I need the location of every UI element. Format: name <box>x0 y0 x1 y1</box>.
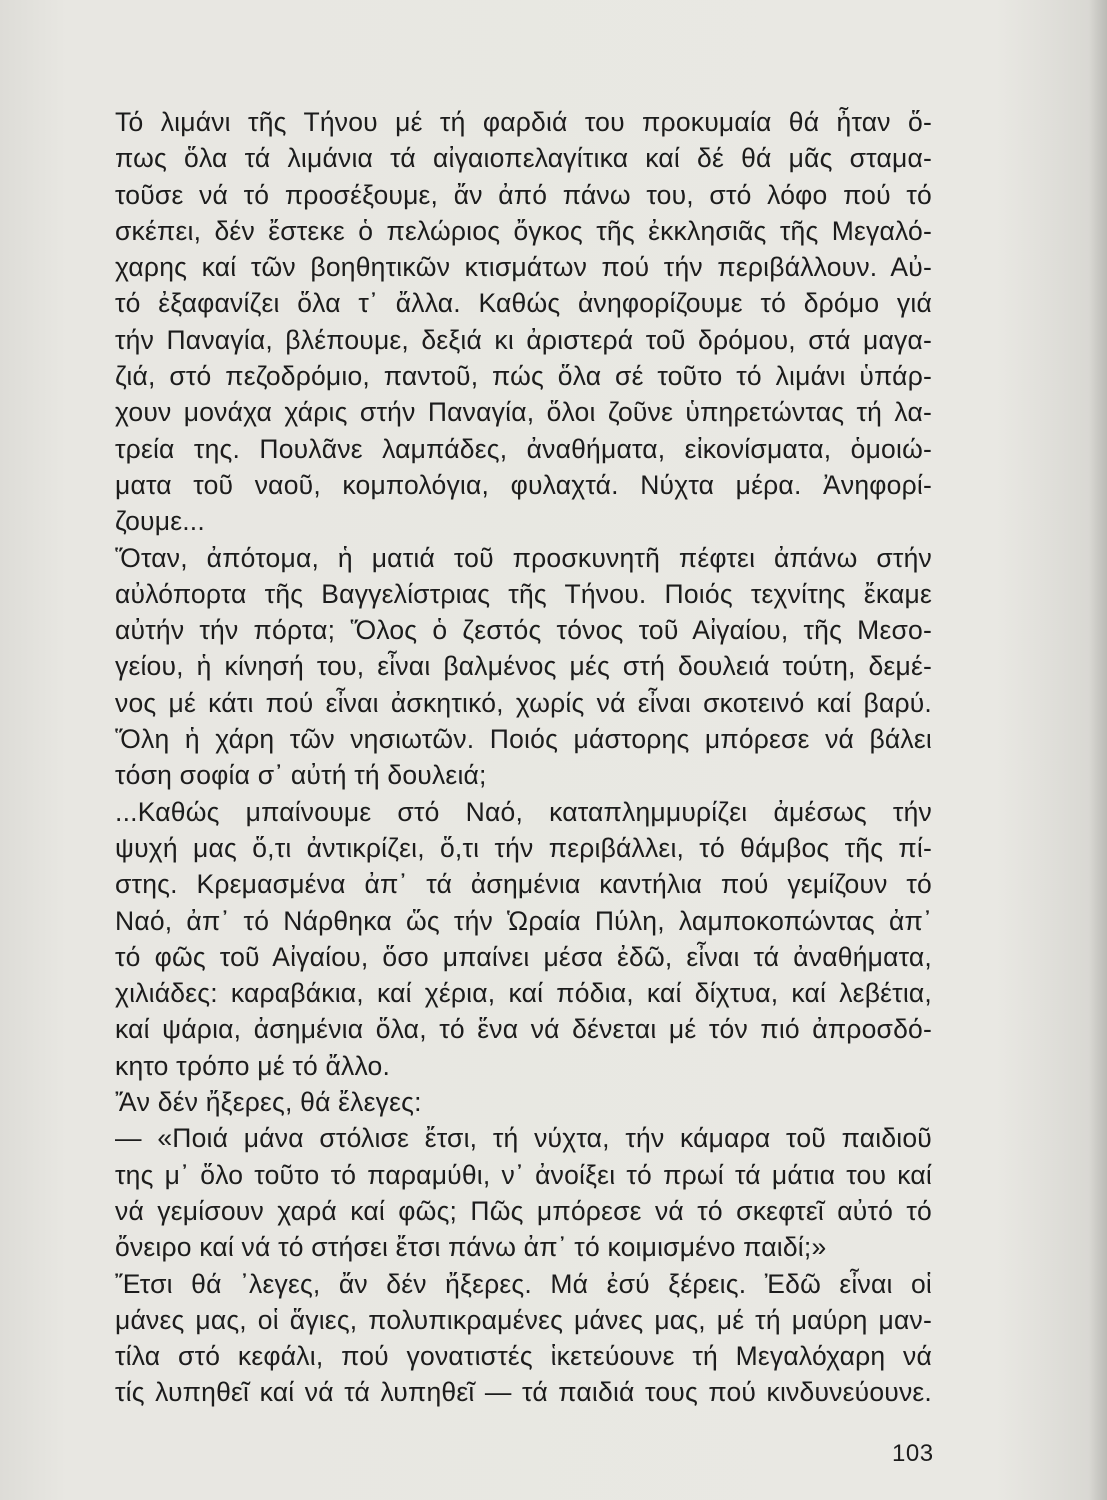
text-line: της μ᾽ ὅλο τοῦτο τό παραμύθι, ν᾽ ἀνοίξει τό πρωί τά μάτια του καί <box>115 1159 932 1190</box>
text-line: ὄνειρο καί νά τό στήσει ἔτσι πάνω ἀπ᾽ τό κοιμισμένο παιδί;» <box>115 1232 827 1263</box>
page-number: 103 <box>892 1440 934 1467</box>
text-line: χουν μονάχα χάρις στήν Παναγία, ὅλοι ζοῦνε ὑπηρετώντας τή λα- <box>115 397 932 428</box>
text-line: αὐτήν τήν πόρτα; Ὅλος ὁ ζεστός τόνος τοῦ Αἰγαίου, τῆς Μεσο- <box>115 615 932 646</box>
text-line: ζιά, στό πεζοδρόμιο, παντοῦ, πώς ὅλα σέ τοῦτο τό λιμάνι ὑπάρ- <box>115 361 932 392</box>
text-line: τίς λυπηθεῖ καί νά τά λυπηθεῖ — τά παιδιά τους πού κινδυνεύουνε. <box>115 1377 932 1408</box>
text-line: αὐλόπορτα τῆς Βαγγελίστριας τῆς Τήνου. Ποιός τεχνίτης ἔκαμε <box>115 578 932 609</box>
text-line: ζουμε... <box>115 506 205 537</box>
text-line: νος μέ κάτι πού εἶναι ἀσκητικό, χωρίς νά εἶναι σκοτεινό καί βαρύ. <box>115 687 932 718</box>
text-line: Τό λιμάνι τῆς Τήνου μέ τή φαρδιά του προκυμαία θά ἦταν ὅ- <box>115 107 932 137</box>
text-line: καί ψάρια, ἀσημένια ὅλα, τό ἕνα νά δένεται μέ τόν πιό ἀπροσδό- <box>115 1014 932 1045</box>
text-line: μάνες μας, οἱ ἅγιες, πολυπικραμένες μάνες μας, μέ τή μαύρη μαν- <box>115 1304 932 1335</box>
text-line: στης. Κρεμασμένα ἀπ᾽ τά ἀσημένια καντήλια πού γεμίζουν τό <box>115 869 932 900</box>
text-line: τό ἐξαφανίζει ὅλα τ᾽ ἄλλα. Καθώς ἀνηφορίζουμε τό δρόμο γιά <box>115 288 932 319</box>
text-line: τοῦσε νά τό προσέξουμε, ἄν ἀπό πάνω του, στό λόφο πού τό <box>115 179 932 210</box>
text-line: τρεία της. Πουλᾶνε λαμπάδες, ἀναθήματα, εἰκονίσματα, ὁμοιώ- <box>115 433 932 464</box>
text-line: τίλα στό κεφάλι, πού γονατιστές ἱκετεύουνε τή Μεγαλόχαρη νά <box>115 1341 932 1372</box>
text-line: τήν Παναγία, βλέπουμε, δεξιά κι ἀριστερά τοῦ δρόμου, στά μαγα- <box>115 324 932 355</box>
text-line: πως ὅλα τά λιμάνια τά αἰγαιοπελαγίτικα καί δέ θά μᾶς σταμα- <box>115 143 932 174</box>
text-line: νά γεμίσουν χαρά καί φῶς; Πῶς μπόρεσε νά τό σκεφτεῖ αὐτό τό <box>115 1195 932 1226</box>
text-line: τό φῶς τοῦ Αἰγαίου, ὅσο μπαίνει μέσα ἐδῶ, εἶναι τά ἀναθήματα, <box>115 941 932 972</box>
text-line: ματα τοῦ ναοῦ, κομπολόγια, φυλαχτά. Νύχτα μέρα. Ἀνηφορί- <box>115 469 932 500</box>
page-edge-shadow <box>1089 0 1107 1500</box>
text-line: χιλιάδες: καραβάκια, καί χέρια, καί πόδια, καί δίχτυα, καί λεβέτια, <box>115 978 932 1009</box>
text-line: χαρης καί τῶν βοηθητικῶν κτισμάτων πού τήν περιβάλλουν. Αὐ- <box>115 252 932 283</box>
text-line: — «Ποιά μάνα στόλισε ἔτσι, τή νύχτα, τήν κάμαρα τοῦ παιδιοῦ <box>115 1123 932 1154</box>
text-line: τόση σοφία σ᾽ αὐτή τή δουλειά; <box>115 760 487 791</box>
text-line: Ἔτσι θά ᾽λεγες, ἄν δέν ἤξερες. Μά ἐσύ ξέρεις. Ἐδῶ εἶναι οἱ <box>115 1268 932 1299</box>
body-text <box>115 104 932 1411</box>
text-line: γείου, ἡ κίνησή του, εἶναι βαλμένος μές στή δουλειά τούτη, δεμέ- <box>115 651 932 682</box>
text-line: Ναό, ἀπ᾽ τό Νάρθηκα ὥς τήν Ὡραία Πύλη, λαμποκοπώντας ἀπ᾽ <box>115 905 932 936</box>
text-line: Ὅταν, ἀπότομα, ἡ ματιά τοῦ προσκυνητῆ πέφτει ἀπάνω στήν <box>115 542 932 573</box>
text-line: σκέπει, δέν ἔστεκε ὁ πελώριος ὄγκος τῆς ἐκκλησιᾶς τῆς Μεγαλό- <box>115 215 932 246</box>
text-line: κητο τρόπο μέ τό ἄλλο. <box>115 1050 391 1081</box>
text-line: Ὅλη ἡ χάρη τῶν νησιωτῶν. Ποιός μάστορης μπόρεσε νά βάλει <box>115 724 932 755</box>
text-line: ψυχή μας ὅ,τι ἀντικρίζει, ὅ,τι τήν περιβάλλει, τό θάμβος τῆς πί- <box>115 832 932 863</box>
text-line: Ἄν δέν ἤξερες, θά ἔλεγες: <box>115 1087 422 1118</box>
text-line: ...Καθώς μπαίνουμε στό Ναό, καταπλημμυρίζει ἀμέσως τήν <box>115 796 932 827</box>
